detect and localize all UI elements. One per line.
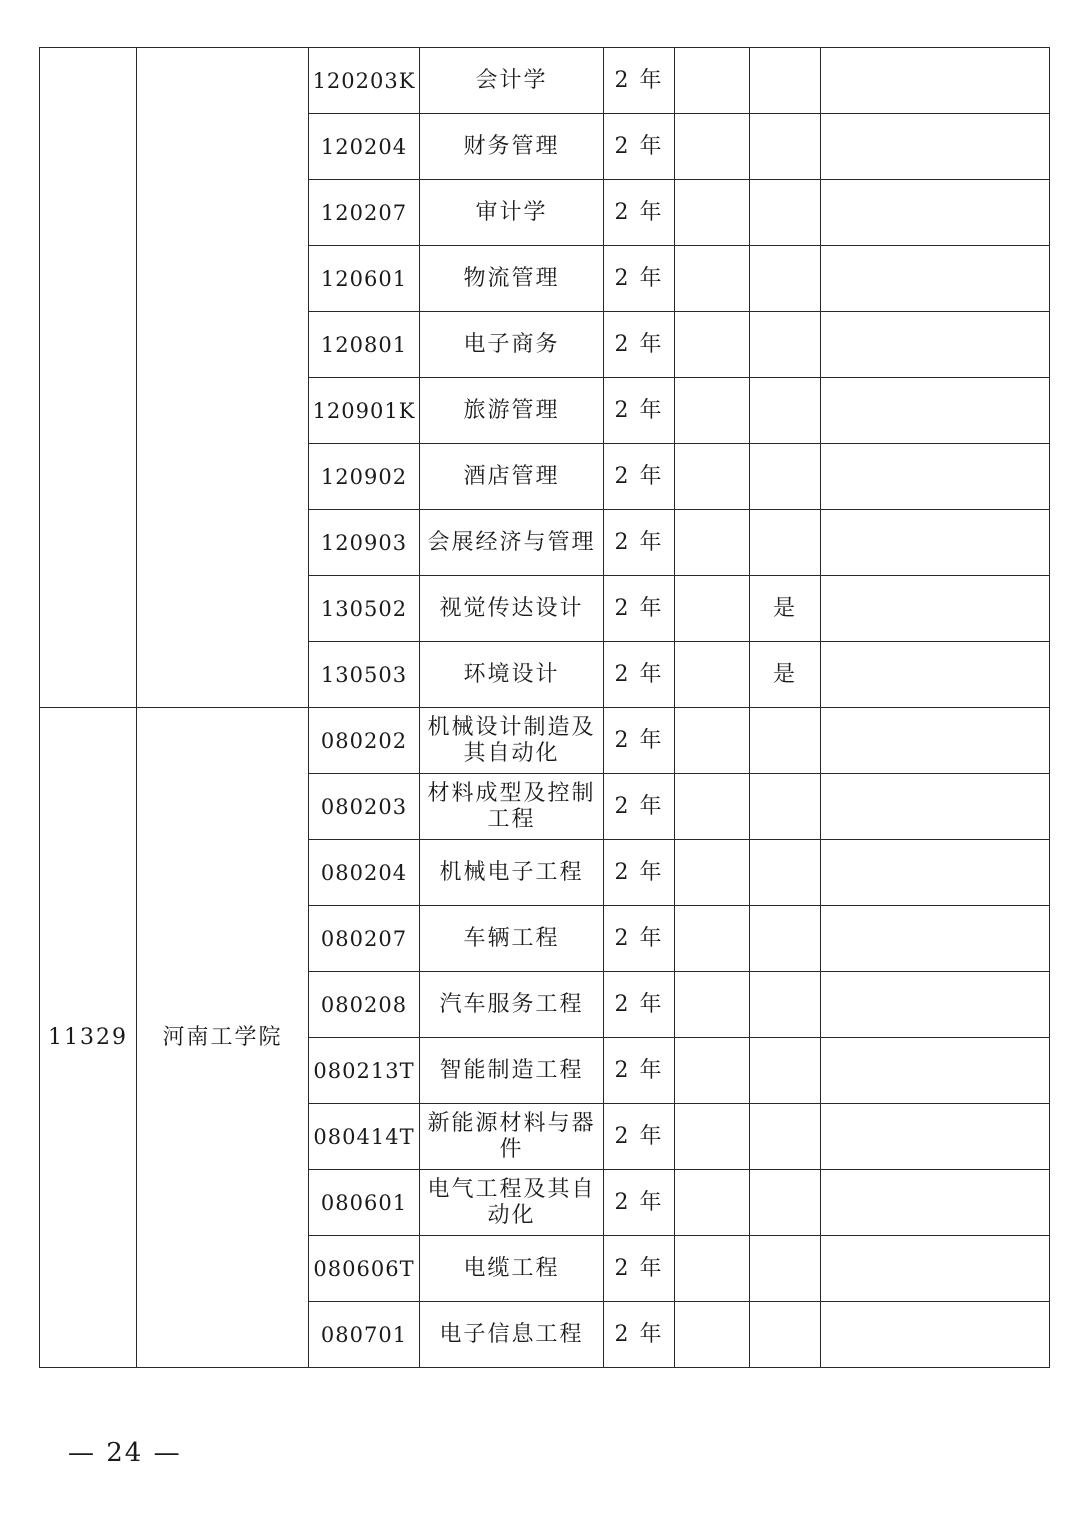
col5-cell — [675, 774, 750, 840]
major-name-cell — [420, 708, 604, 774]
major-code-cell: 120203K — [309, 48, 420, 114]
col5-cell — [675, 708, 750, 774]
major-code-cell: 130502 — [309, 576, 420, 642]
col7-cell — [821, 708, 1050, 774]
major-name-cell — [420, 114, 604, 180]
col5-cell — [675, 642, 750, 708]
major-name-cell — [420, 312, 604, 378]
major-name-line: 财务管理 — [463, 133, 560, 159]
major-name-line: 机械设计制造及 — [427, 714, 596, 740]
col6-cell — [750, 444, 821, 510]
col6-cell — [750, 1104, 821, 1170]
major-name-line: 会计学 — [475, 67, 548, 93]
school-code-cell: 11329 — [40, 708, 137, 1368]
col7-cell — [821, 642, 1050, 708]
major-name-cell — [420, 510, 604, 576]
col7-cell — [821, 774, 1050, 840]
major-code-cell: 080203 — [309, 774, 420, 840]
col7-cell — [821, 1038, 1050, 1104]
major-name-line: 电缆工程 — [463, 1255, 560, 1281]
major-code-cell: 120902 — [309, 444, 420, 510]
col5-cell — [675, 378, 750, 444]
col6-cell — [750, 1170, 821, 1236]
col5-cell — [675, 48, 750, 114]
major-code-cell: 080601 — [309, 1170, 420, 1236]
major-name-line: 视觉传达设计 — [439, 595, 584, 621]
duration-cell: 2 年 — [604, 1302, 675, 1368]
major-code-cell: 120801 — [309, 312, 420, 378]
major-name-line: 物流管理 — [463, 265, 560, 291]
major-name-line: 机械电子工程 — [439, 859, 584, 885]
major-name-line: 汽车服务工程 — [439, 991, 584, 1017]
duration-cell: 2 年 — [604, 840, 675, 906]
duration-cell: 2 年 — [604, 114, 675, 180]
major-code-cell: 120601 — [309, 246, 420, 312]
col5-cell — [675, 1170, 750, 1236]
major-name-cell — [420, 972, 604, 1038]
major-name-cell — [420, 576, 604, 642]
col6-cell — [750, 972, 821, 1038]
duration-cell: 2 年 — [604, 1038, 675, 1104]
col6-cell — [750, 510, 821, 576]
col6-cell — [750, 708, 821, 774]
major-code-cell: 130503 — [309, 642, 420, 708]
major-code-cell: 080204 — [309, 840, 420, 906]
major-name-line: 旅游管理 — [463, 397, 560, 423]
col5-cell — [675, 1236, 750, 1302]
col7-cell — [821, 840, 1050, 906]
major-name-cell — [420, 1170, 604, 1236]
col6-cell — [750, 1302, 821, 1368]
major-name-cell — [420, 378, 604, 444]
col7-cell — [821, 906, 1050, 972]
major-code-cell: 120901K — [309, 378, 420, 444]
col5-cell — [675, 906, 750, 972]
duration-cell: 2 年 — [604, 1170, 675, 1236]
col7-cell — [821, 312, 1050, 378]
col7-cell — [821, 114, 1050, 180]
col6-cell — [750, 312, 821, 378]
col6-cell — [750, 1236, 821, 1302]
major-name-line: 工程 — [487, 806, 536, 832]
col7-cell — [821, 1104, 1050, 1170]
duration-cell: 2 年 — [604, 312, 675, 378]
table-row — [40, 48, 1050, 114]
col7-cell — [821, 1170, 1050, 1236]
major-code-cell: 080414T — [309, 1104, 420, 1170]
major-code-cell: 080701 — [309, 1302, 420, 1368]
duration-cell: 2 年 — [604, 1104, 675, 1170]
col7-cell — [821, 1236, 1050, 1302]
duration-cell: 2 年 — [604, 180, 675, 246]
major-code-cell: 080208 — [309, 972, 420, 1038]
major-code-cell: 120204 — [309, 114, 420, 180]
col5-cell — [675, 180, 750, 246]
major-name-line: 新能源材料与器件 — [427, 1110, 596, 1162]
duration-cell: 2 年 — [604, 906, 675, 972]
major-name-line: 审计学 — [475, 199, 548, 225]
col5-cell — [675, 312, 750, 378]
major-code-cell: 080213T — [309, 1038, 420, 1104]
col5-cell — [675, 444, 750, 510]
duration-cell: 2 年 — [604, 972, 675, 1038]
col5-cell — [675, 576, 750, 642]
table-row — [40, 708, 1050, 774]
col6-cell — [750, 1038, 821, 1104]
col5-cell — [675, 1038, 750, 1104]
major-name-line: 电子商务 — [463, 331, 560, 357]
col7-cell — [821, 180, 1050, 246]
col6-cell — [750, 246, 821, 312]
col5-cell — [675, 246, 750, 312]
major-name-line: 车辆工程 — [463, 925, 560, 951]
col5-cell — [675, 510, 750, 576]
duration-cell: 2 年 — [604, 510, 675, 576]
page-number: — 24 — — [68, 1438, 182, 1468]
col6-cell — [750, 840, 821, 906]
school-name-cell: 河南工学院 — [137, 708, 309, 1368]
major-name-line: 会展经济与管理 — [427, 529, 596, 555]
col7-cell — [821, 510, 1050, 576]
major-name-line: 环境设计 — [463, 661, 560, 687]
col6-cell — [750, 114, 821, 180]
major-name-line: 其自动化 — [463, 740, 560, 766]
major-name-line: 电气工程及其自 — [427, 1176, 596, 1202]
major-name-cell — [420, 48, 604, 114]
col5-cell — [675, 972, 750, 1038]
major-code-cell: 080207 — [309, 906, 420, 972]
major-name-cell — [420, 1038, 604, 1104]
major-code-cell: 080606T — [309, 1236, 420, 1302]
col5-cell — [675, 1104, 750, 1170]
col7-cell — [821, 246, 1050, 312]
major-code-cell: 080202 — [309, 708, 420, 774]
duration-cell: 2 年 — [604, 378, 675, 444]
col7-cell — [821, 48, 1050, 114]
duration-cell: 2 年 — [604, 48, 675, 114]
duration-cell: 2 年 — [604, 708, 675, 774]
col6-cell — [750, 774, 821, 840]
major-name-cell — [420, 1302, 604, 1368]
duration-cell: 2 年 — [604, 444, 675, 510]
major-name-line: 智能制造工程 — [439, 1057, 584, 1083]
duration-cell: 2 年 — [604, 246, 675, 312]
col5-cell — [675, 840, 750, 906]
duration-cell: 2 年 — [604, 576, 675, 642]
col6-cell: 是 — [750, 576, 821, 642]
col6-cell — [750, 48, 821, 114]
major-name-cell — [420, 1104, 604, 1170]
major-name-cell — [420, 444, 604, 510]
major-name-line: 材料成型及控制 — [427, 780, 596, 806]
major-name-cell — [420, 1236, 604, 1302]
duration-cell: 2 年 — [604, 642, 675, 708]
major-code-cell: 120207 — [309, 180, 420, 246]
col6-cell — [750, 378, 821, 444]
col6-cell — [750, 180, 821, 246]
major-name-cell — [420, 246, 604, 312]
col7-cell — [821, 378, 1050, 444]
school-name-cell — [137, 48, 309, 708]
col6-cell: 是 — [750, 642, 821, 708]
major-code-cell: 120903 — [309, 510, 420, 576]
col7-cell — [821, 1302, 1050, 1368]
major-name-cell — [420, 774, 604, 840]
school-code-cell — [40, 48, 137, 708]
col7-cell — [821, 972, 1050, 1038]
col7-cell — [821, 444, 1050, 510]
duration-cell: 2 年 — [604, 774, 675, 840]
major-name-cell — [420, 906, 604, 972]
major-name-cell — [420, 840, 604, 906]
col6-cell — [750, 906, 821, 972]
col5-cell — [675, 114, 750, 180]
col7-cell — [821, 576, 1050, 642]
major-name-line: 动化 — [487, 1202, 536, 1228]
table-body — [40, 48, 1050, 1368]
major-name-cell — [420, 642, 604, 708]
major-name-cell — [420, 180, 604, 246]
col5-cell — [675, 1302, 750, 1368]
majors-table — [39, 47, 1050, 1368]
major-name-line: 电子信息工程 — [439, 1321, 584, 1347]
major-name-line: 酒店管理 — [463, 463, 560, 489]
duration-cell: 2 年 — [604, 1236, 675, 1302]
